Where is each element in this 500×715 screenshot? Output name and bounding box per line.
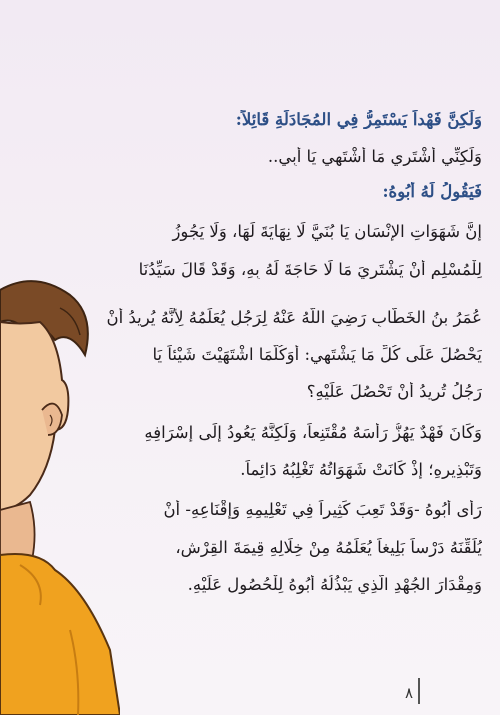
- text-line: رَجُلُ تُرِيدُ أَنْ تَحْصُلَ عَلَيْهِ؟: [306, 382, 482, 401]
- dialogue-intro-line: وَلَكِنَّ فَهْداً يَسْتَمِرُّ فِي المُجَادَلَةِ قَائِلاً:: [235, 110, 482, 129]
- father-intro-line: فَيَقُولُ لَهُ أَبُوهُ:: [382, 182, 482, 201]
- text-line: عُمَرُ بنُ الخَطَّابِ رَضِيَ اللَّهُ عَنْهُ لِرَجُلٍ يُعَلِّمُهُ لِأَنَّهُ يُرِيدُ أَنْ: [106, 308, 482, 327]
- text-line: رَأَى أَبُوهُ -وَقَدْ تَعِبَ كَثِيراً فِي تَعْلِيمِهِ وَإِقْنَاعِهِ- أَنْ: [163, 500, 482, 519]
- text-line: إِنَّ شَهَوَاتِ الإِنْسَانِ يَا بُنَيَّ لَا نِهَايَةَ لَهَا، وَلَا يَجُوزُ: [172, 222, 482, 241]
- page-number: ٨: [405, 684, 414, 702]
- page-number-divider: [418, 678, 420, 704]
- text-line: يُلَقِّنَهُ دَرْساً بَلِيغاً يُعَلِّمُهُ مِنْ خِلَالِهِ قِيمَةَ القِرْشِ،: [175, 538, 482, 557]
- text-line: لِلْمُسْلِمِ أَنْ يَشْتَرِيَ مَا لَا حَاجَةَ لَهُ بِهِ، وَقَدْ قَالَ سَيِّدُنَا: [138, 260, 482, 279]
- text-line: وَكَانَ فَهْدٌ يَهُزُّ رَأْسَهُ مُقْتَنِعاً، وَلَكِنَّهُ يَعُودُ إِلَى إِسْرَافِهِ: [144, 423, 482, 442]
- text-line: وَتَبْذِيرِهِ؛ إِذْ كَانَتْ شَهَوَاتُهُ تَغْلِبُهُ دَائِماً.: [240, 460, 482, 479]
- son-speech-line: وَلَكِنِّي أَشْتَرِي مَا أَشْتَهِي يَا أَبِي..: [267, 147, 482, 166]
- text-line: وَمِقْدَارَ الجُهْدِ الَّذِي يَبْذُلُهُ أَبُوهُ لِلْحُصُولِ عَلَيْهِ.: [187, 575, 482, 594]
- text-line: يَحْصُلَ عَلَى كُلِّ مَا يَشْتَهِي: أَوَكُلَّمَا اشْتَهَيْتَ شَيْئاً يَا: [152, 345, 482, 364]
- boy-illustration: [0, 270, 120, 715]
